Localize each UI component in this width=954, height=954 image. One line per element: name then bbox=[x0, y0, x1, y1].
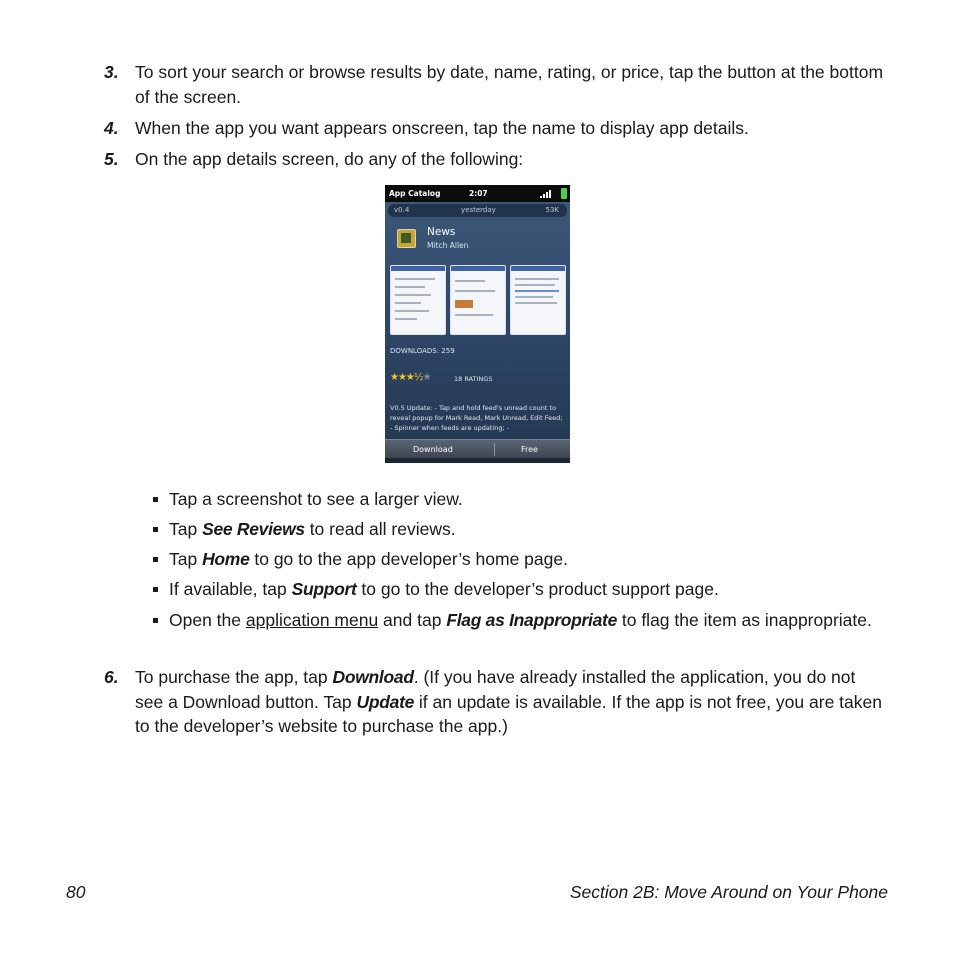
application-menu-link[interactable]: application menu bbox=[245, 610, 379, 630]
ratings-count: 18 RATINGS bbox=[454, 375, 493, 383]
update-term: Update bbox=[356, 691, 415, 712]
bullet-text: If available, tap bbox=[169, 579, 292, 599]
step-3 bbox=[104, 60, 884, 109]
status-bar bbox=[385, 185, 570, 202]
page-number: 80 bbox=[66, 882, 86, 902]
step-5 bbox=[104, 147, 884, 172]
news-app-icon bbox=[397, 229, 416, 248]
bullet-flag bbox=[153, 608, 873, 633]
bullet-text: to go to the developer’s product support page. bbox=[356, 579, 719, 599]
app-screenshot-thumbnail[interactable] bbox=[390, 265, 446, 335]
purchase-bar bbox=[385, 439, 570, 459]
app-developer: Mitch Allen bbox=[427, 241, 469, 250]
support-term: Support bbox=[291, 579, 357, 599]
home-term: Home bbox=[202, 549, 250, 569]
app-screenshot-thumbnail[interactable] bbox=[510, 265, 566, 335]
signal-icon bbox=[540, 190, 554, 198]
step-text: To sort your search or browse results by date, name, rating, or price, tap the button at the bottom of the screen. bbox=[135, 62, 884, 107]
bullet-text: Open the bbox=[169, 610, 246, 630]
flag-inappropriate-term: Flag as Inappropriate bbox=[446, 610, 617, 630]
step-text: When the app you want appears onscreen, tap the name to display app details. bbox=[135, 118, 749, 138]
stars-filled: ★★★½ bbox=[390, 372, 423, 383]
price-label: Free bbox=[521, 445, 538, 454]
step-6 bbox=[104, 665, 884, 739]
bullet-text: Tap bbox=[169, 549, 203, 569]
step-text: To purchase the app, tap bbox=[135, 667, 333, 687]
section-title: Section 2B: Move Around on Your Phone bbox=[569, 882, 888, 902]
app-name[interactable]: News bbox=[427, 226, 456, 238]
app-screenshot-thumbnail[interactable] bbox=[450, 265, 506, 335]
bullet-text: to flag the item as inappropriate. bbox=[617, 610, 872, 630]
app-updated: yesterday bbox=[461, 206, 496, 214]
stars-empty: ★ bbox=[422, 372, 431, 383]
bullet-text: Tap a screenshot to see a larger view. bbox=[169, 489, 463, 509]
step-text: if an update is available. If the app is not free, you are taken to the developer’s website to purchase the app.) bbox=[135, 691, 882, 736]
app-catalog-title: App Catalog bbox=[389, 189, 441, 198]
app-info-bar bbox=[388, 204, 567, 217]
bullet-text: to go to the app developer’s home page. bbox=[249, 549, 568, 569]
step-4 bbox=[104, 116, 884, 141]
app-details-screenshot bbox=[385, 185, 570, 463]
bullet-see-reviews bbox=[153, 517, 873, 542]
bullet-text: to read all reviews. bbox=[304, 519, 456, 539]
see-reviews-term: See Reviews bbox=[202, 519, 305, 539]
step-number: 5. bbox=[104, 149, 119, 169]
download-term: Download bbox=[332, 667, 414, 687]
download-count: DOWNLOADS: 259 bbox=[390, 347, 455, 355]
star-rating bbox=[390, 372, 431, 383]
bullet-home bbox=[153, 547, 873, 572]
step-number: 4. bbox=[104, 118, 119, 138]
app-description: V0.5 Update: - Tap and hold feed's unread count to reveal popup for Mark Read, Mark Unread, Edit Feed; - Spinner when feeds are updating; - bbox=[390, 404, 563, 432]
step-number: 6. bbox=[104, 667, 119, 687]
battery-icon bbox=[561, 188, 567, 199]
status-clock: 2:07 bbox=[469, 189, 488, 198]
app-size: 53K bbox=[545, 206, 559, 214]
bullet-support bbox=[153, 577, 873, 602]
step-text: . (If you have already installed the application, you do not see a Download button. Tap bbox=[135, 667, 856, 712]
step-number: 3. bbox=[104, 62, 119, 82]
download-button[interactable]: Download bbox=[413, 445, 453, 454]
step-text: On the app details screen, do any of the following: bbox=[135, 149, 524, 169]
bullet-text: and tap bbox=[378, 610, 447, 630]
app-version: v0.4 bbox=[394, 206, 410, 214]
bullet-screenshot bbox=[153, 487, 873, 512]
bullet-text: Tap bbox=[169, 519, 203, 539]
